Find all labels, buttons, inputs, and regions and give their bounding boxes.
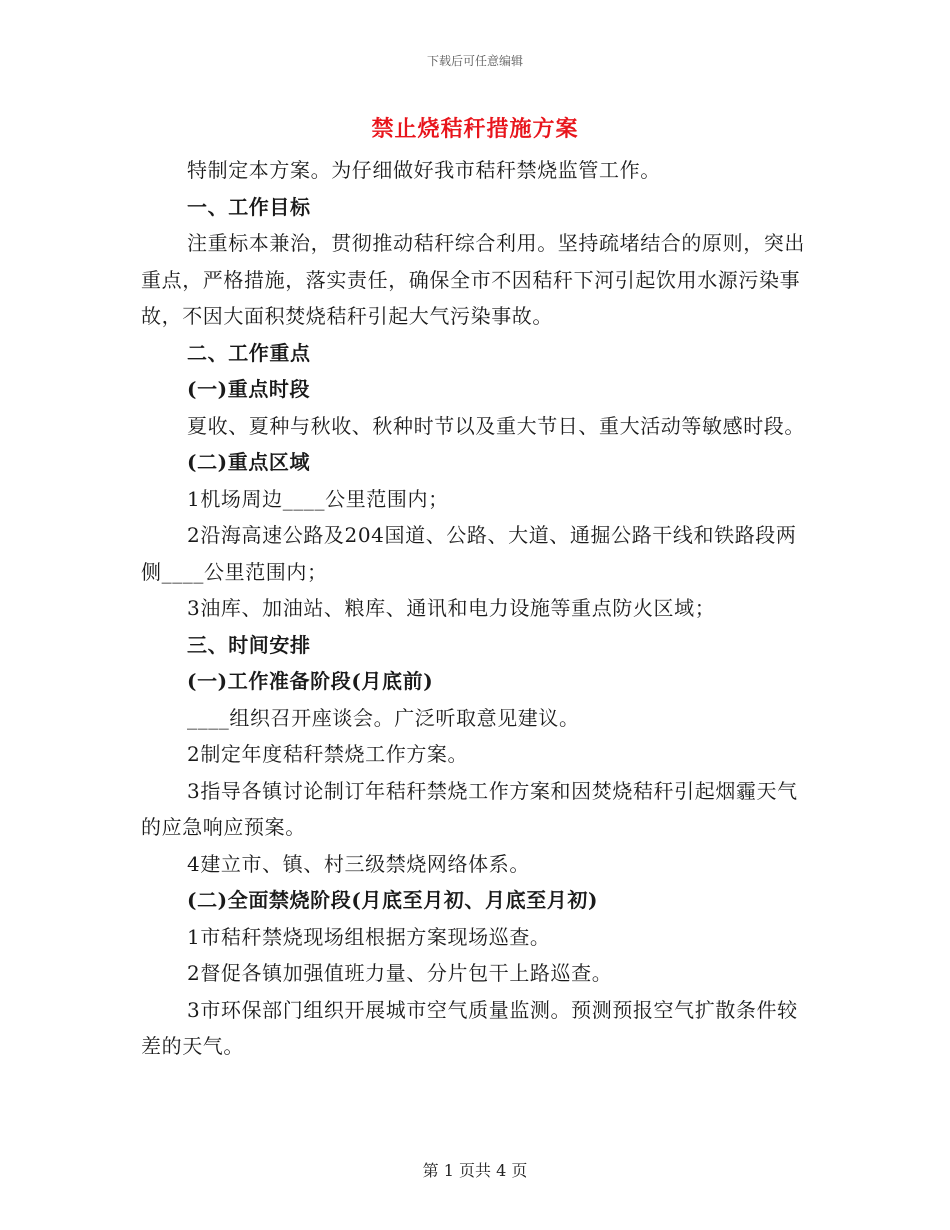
page-footer: 第 1 页共 4 页 <box>422 1161 528 1180</box>
subsection-heading: (一)工作准备阶段(月底前) <box>187 669 434 693</box>
list-item: 3油库、加油站、粮库、通讯和电力设施等重点防火区域； <box>187 596 716 620</box>
subsection-heading: (二)重点区域 <box>187 450 311 474</box>
list-item: 3市环保部门组织开展城市空气质量监测。预测预报空气扩散条件较差的天气。 <box>141 997 798 1058</box>
paragraph: 注重标本兼治，贯彻推动秸秆综合利用。坚持疏堵结合的原则，突出重点，严格措施，落实责任，确保全市不因秸秆下河引起饮用水源污染事故，不因大面积焚烧秸秆引起大气污染事故。 <box>141 231 805 328</box>
list-item: 3指导各镇讨论制订年秸秆禁烧工作方案和因焚烧秸秆引起烟霾天气的应急响应预案。 <box>141 778 798 839</box>
document-body <box>141 152 813 1065</box>
section-heading: 三、时间安排 <box>187 632 311 657</box>
subsection-heading: (一)重点时段 <box>187 377 311 401</box>
section-heading: 二、工作重点 <box>187 340 311 365</box>
list-item: 1机场周边____公里范围内； <box>187 486 449 511</box>
list-item: 1市秸秆禁烧现场组根据方案现场巡查。 <box>187 924 551 949</box>
list-item: 2制定年度秸秆禁烧工作方案。 <box>187 742 469 766</box>
list-item: 2沿海高速公路及204国道、公路、大道、通掘公路干线和铁路段两侧____公里范围内； <box>141 523 797 584</box>
page-header: 下载后可任意编辑 <box>426 54 523 68</box>
list-item: ____组织召开座谈会。广泛听取意见建议。 <box>187 705 580 730</box>
list-item: 4建立市、镇、村三级禁烧网络体系。 <box>187 851 530 876</box>
subsection-heading: (二)全面禁烧阶段(月底至月初、月底至月初) <box>187 888 599 912</box>
list-item: 2督促各镇加强值班力量、分片包干上路巡查。 <box>187 961 613 985</box>
paragraph: 特制定本方案。为仔细做好我市秸秆禁烧监管工作。 <box>187 158 661 182</box>
paragraph: 夏收、夏种与秋收、秋种时节以及重大节日、重大活动等敏感时段。 <box>187 413 805 438</box>
document-title: 禁止烧秸秆措施方案 <box>371 116 579 142</box>
section-heading: 一、工作目标 <box>187 194 311 219</box>
